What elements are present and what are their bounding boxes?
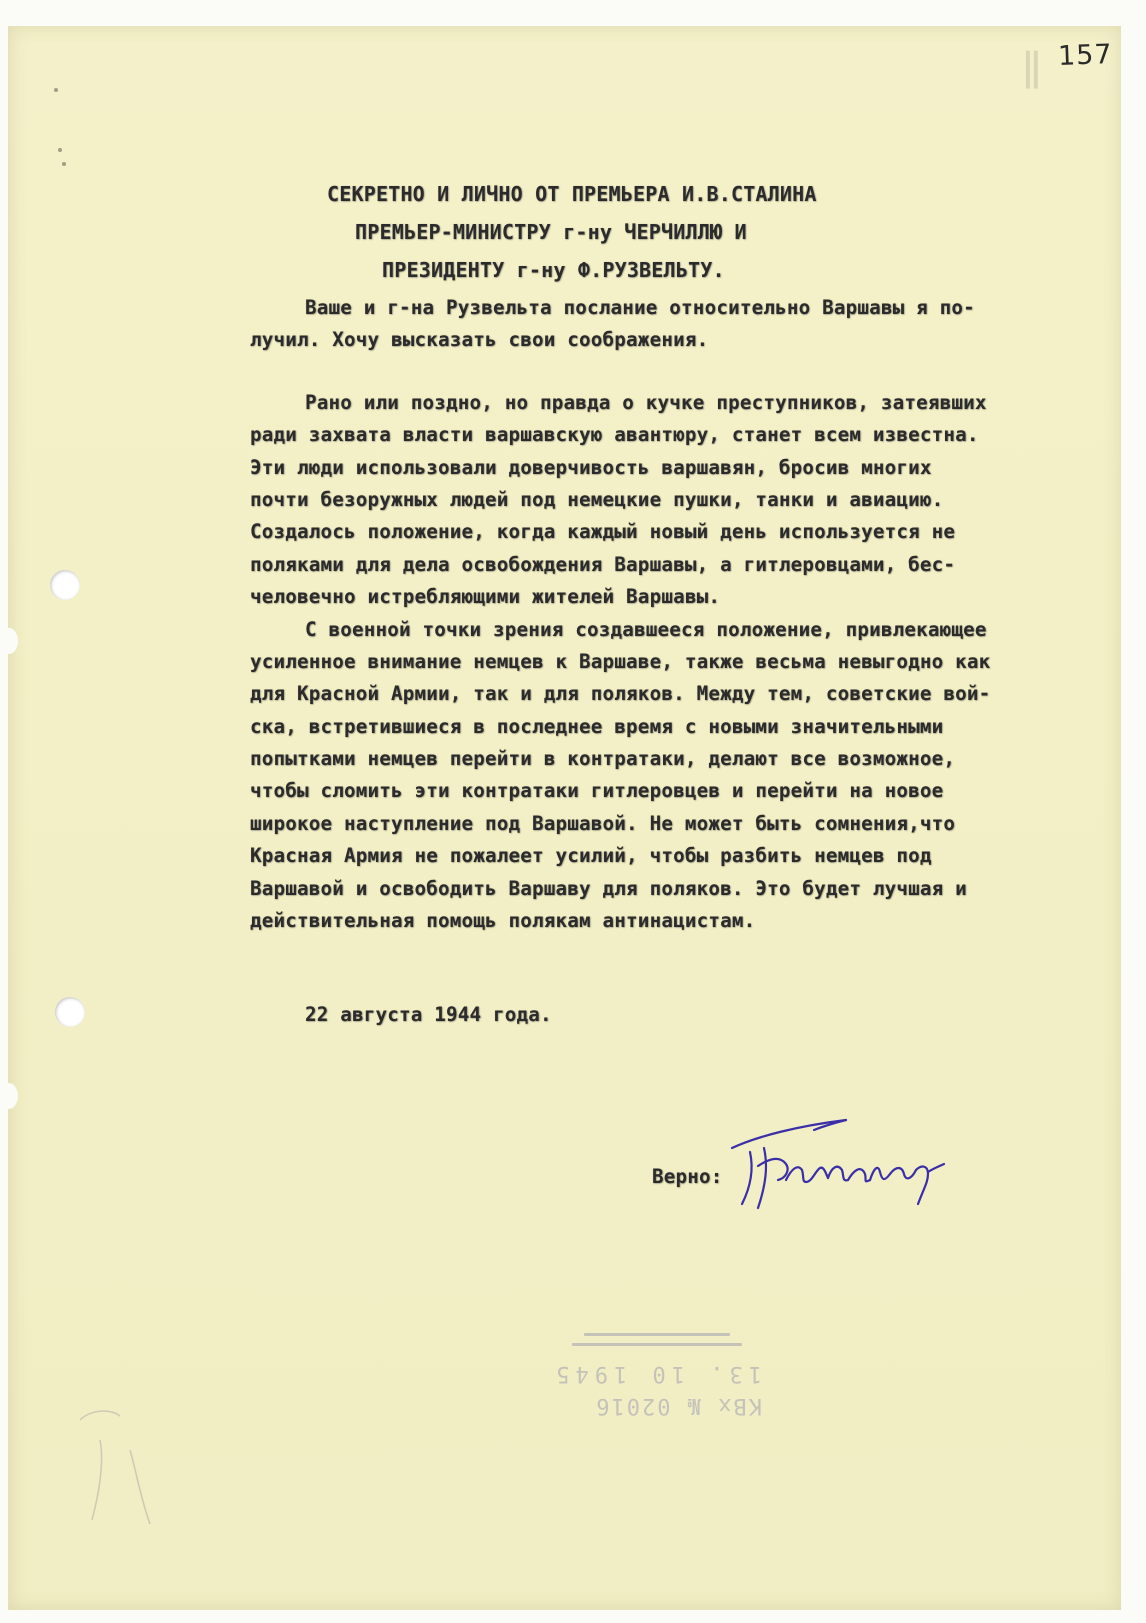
punch-hole-upper — [50, 570, 80, 600]
text-line: чтобы сломить эти контратаки гитлеровцев и перейти на новое — [250, 779, 944, 803]
text-line: Красная Армия не пожалеет усилий, чтобы разбить немцев под — [250, 844, 932, 868]
text-line: С военной точки зрения создавшееся положение, привлекающее — [305, 617, 987, 641]
margin-speck — [54, 88, 58, 92]
text-line: действительная помощь полякам антинацистам. — [250, 909, 756, 933]
text-line: почти безоружных людей под немецкие пушки, танки и авиацию. — [250, 487, 944, 511]
text-line: ска, встретившиеся в последнее время с новыми значительными — [250, 714, 944, 738]
stamp-date: 13. 10 1945 — [550, 1361, 762, 1386]
punch-hole-lower — [55, 997, 85, 1027]
text-line: лучил. Хочу высказать свои соображения. — [250, 328, 709, 352]
text-line: попытками немцев перейти в контратаки, делают все возможное, — [250, 747, 956, 771]
margin-speck — [62, 162, 66, 166]
stamp-number: КВх № 02016 — [594, 1393, 762, 1418]
paragraph — [250, 292, 1110, 357]
faint-pencil-mark: ǁ — [1022, 44, 1042, 90]
handwritten-signature — [728, 1108, 948, 1218]
document-date: 22 августа 1944 года. — [305, 1003, 552, 1026]
text-line: для Красной Армии, так и для поляков. Между тем, советские вой- — [250, 682, 991, 706]
text-line: широкое наступление под Варшавой. Не может быть сомнения,что — [250, 811, 956, 835]
text-line: Ваше и г-на Рузвельта послание относительно Варшавы я по- — [305, 296, 975, 319]
heading-line: ПРЕМЬЕР-МИНИСТРУ г-ну ЧЕРЧИЛЛЮ И — [355, 220, 747, 244]
paragraph — [250, 387, 1110, 614]
heading-line: СЕКРЕТНО И ЛИЧНО ОТ ПРЕМЬЕРА И.В.СТАЛИНА — [327, 182, 817, 206]
text-line: ради захвата власти варшавскую авантюру, станет всем известна. — [250, 423, 979, 447]
edge-tear-upper — [0, 628, 18, 654]
heading-line: ПРЕЗИДЕНТУ г-ну Ф.РУЗВЕЛЬТУ. — [382, 258, 725, 282]
text-line: человечно истребляющими жителей Варшавы. — [250, 585, 721, 609]
faint-pencil-mark — [70, 1400, 160, 1530]
certification-label: Верно: — [652, 1165, 723, 1188]
paragraph — [250, 614, 1110, 938]
edge-tear-lower — [0, 1083, 18, 1109]
letter-body — [250, 292, 1110, 937]
text-line: поляками для дела освобождения Варшавы, а гитлеровцами, бес- — [250, 552, 956, 576]
registration-stamp — [520, 1316, 780, 1426]
margin-speck — [58, 148, 62, 152]
text-line: Создалось положение, когда каждый новый день используется не — [250, 520, 956, 544]
text-line: Рано или поздно, но правда о кучке преступников, затеявших — [305, 390, 987, 414]
stamp-small-print — [562, 1324, 742, 1348]
folio-number: 157 — [1057, 39, 1114, 72]
text-line: усиленное внимание немцев к Варшаве, также весьма невыгодно как — [250, 649, 991, 673]
text-line: Эти люди использовали доверчивость варшавян, бросив многих — [250, 455, 932, 479]
text-line: Варшавой и освободить Варшаву для поляков. Это будет лучшая и — [250, 876, 967, 900]
